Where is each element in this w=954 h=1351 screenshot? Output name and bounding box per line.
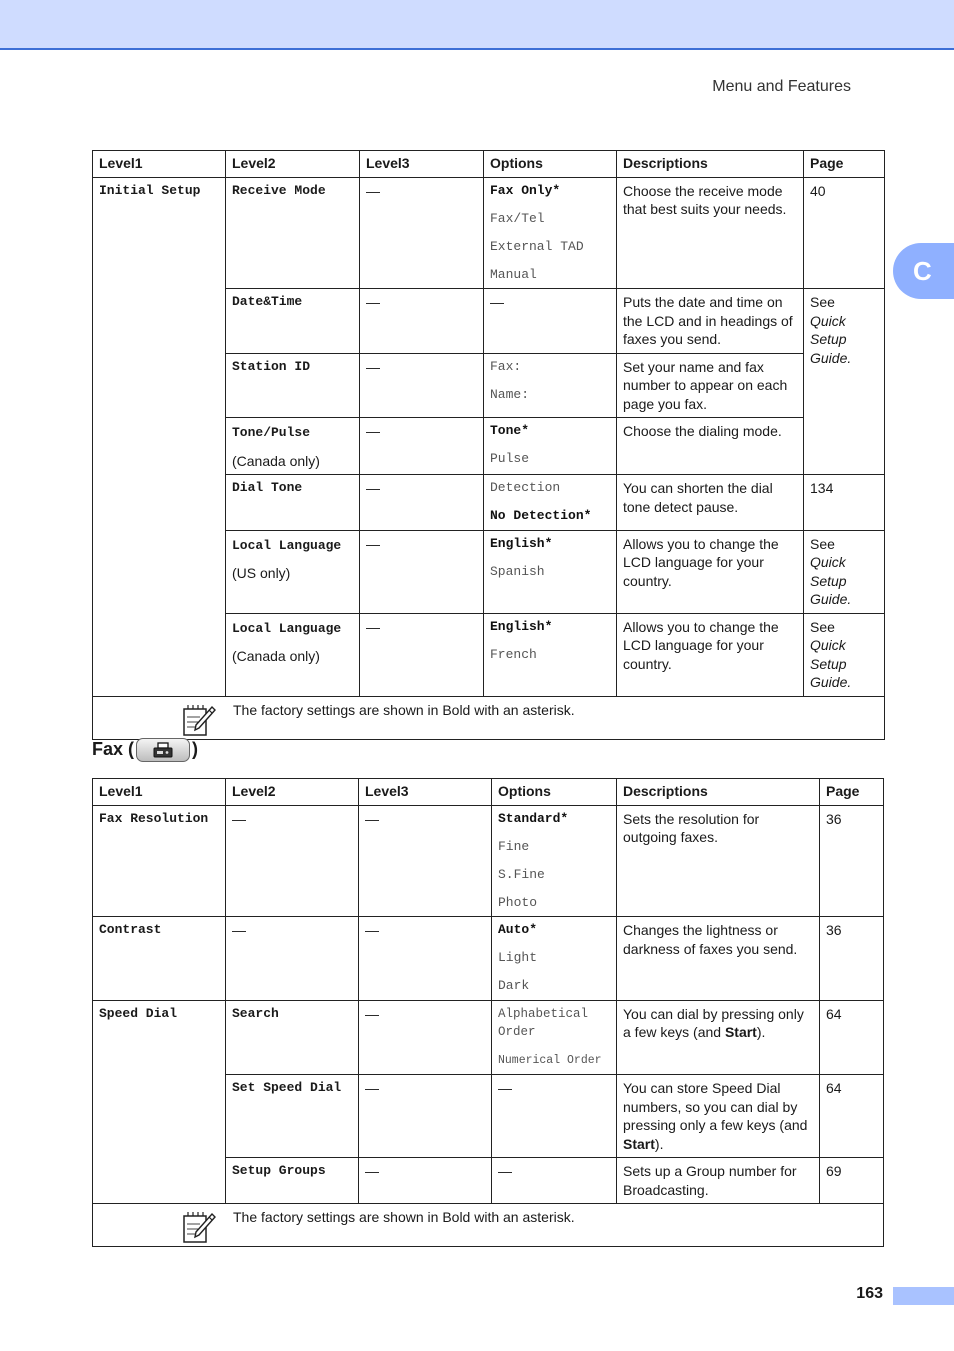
option: French <box>490 646 537 662</box>
note-cell <box>93 1204 884 1247</box>
option-default: Standard* <box>498 810 569 826</box>
description-cell <box>617 1075 820 1158</box>
option: Light <box>498 950 538 965</box>
option-default: Fax Only* <box>490 182 561 198</box>
memo-pencil-icon <box>182 703 216 737</box>
level1-cell: Speed Dial <box>93 1000 226 1204</box>
page-ref-line: See <box>810 535 835 552</box>
description-cell: You can shorten the dial tone detect pause. <box>617 475 804 531</box>
level2-cell: Dial Tone <box>226 475 360 531</box>
description-cell: Allows you to change the LCD language for your country. <box>617 530 804 613</box>
running-header: Menu and Features <box>712 78 851 95</box>
level2-cell: Date&Time <box>226 289 360 354</box>
level1-cell: Contrast <box>93 917 226 1001</box>
description-cell: Allows you to change the LCD language for your country. <box>617 613 804 696</box>
option: Spanish <box>490 563 545 579</box>
option: Dark <box>498 978 530 993</box>
col-header-descriptions: Descriptions <box>617 151 804 178</box>
description-cell: Set your name and fax number to appear on each page you fax. <box>617 353 804 418</box>
options-cell <box>484 530 617 613</box>
fax-key-icon <box>136 738 190 762</box>
level3-cell: — <box>360 530 484 613</box>
page-ref-line: See <box>810 294 835 310</box>
col-header-level1: Level1 <box>93 151 226 178</box>
option-default: Auto* <box>498 922 538 937</box>
table-row <box>93 805 884 917</box>
option: Photo <box>498 894 538 910</box>
section-title-text: Fax ( <box>92 738 135 759</box>
options-cell <box>492 917 617 1001</box>
description-cell: Sets up a Group number for Broadcasting. <box>617 1158 820 1204</box>
description-cell: Choose the receive mode that best suits your needs. <box>617 177 804 289</box>
level2-note: (Canada only) <box>232 648 320 664</box>
memo-pencil-icon <box>182 1210 216 1244</box>
level2-cell: Search <box>226 1000 359 1075</box>
table-header-row <box>93 151 885 178</box>
options-cell <box>484 418 617 475</box>
level2-label: Local Language <box>232 620 342 636</box>
option: Pulse <box>490 451 530 466</box>
page-cell <box>804 530 885 613</box>
fax-machine-icon <box>153 742 173 758</box>
page-ref-line: Setup <box>810 655 847 672</box>
page-cell: 64 <box>820 1000 884 1075</box>
level1-cell: Initial Setup <box>93 177 226 696</box>
col-header-options: Options <box>484 151 617 178</box>
col-header-level3: Level3 <box>359 779 492 806</box>
level3-cell: — <box>359 1000 492 1075</box>
level3-cell: — <box>359 1075 492 1158</box>
description-text-end: ). <box>756 1024 766 1040</box>
option-default: English* <box>490 535 553 551</box>
page-tab-marker <box>893 1287 954 1305</box>
fax-table <box>92 778 884 1247</box>
description-cell: Sets the resolution for outgoing faxes. <box>617 805 820 917</box>
level3-cell: — <box>360 177 484 289</box>
level2-cell: Receive Mode <box>226 177 360 289</box>
options-cell: — <box>492 1158 617 1204</box>
options-cell <box>484 177 617 289</box>
option: External TAD <box>490 238 584 254</box>
page-ref-line: Setup <box>810 331 847 347</box>
level2-label: Local Language <box>232 537 342 553</box>
table-row <box>93 177 885 289</box>
section-title-suffix: ) <box>192 738 199 759</box>
options-cell <box>484 475 617 531</box>
page-cell: 36 <box>820 805 884 917</box>
level2-cell: Setup Groups <box>226 1158 359 1204</box>
page-ref-line: Guide. <box>810 674 852 690</box>
page-cell: 64 <box>820 1075 884 1158</box>
page-number: 163 <box>856 1285 883 1302</box>
option: Manual <box>490 266 537 282</box>
description-text: You can store Speed Dial numbers, so you can dial by pressing only a few keys (and <box>623 1080 808 1133</box>
option: Name: <box>490 386 530 402</box>
level2-cell <box>226 418 360 475</box>
option: Numerical Order <box>498 1053 602 1067</box>
col-header-page: Page <box>804 151 885 178</box>
col-header-options: Options <box>492 779 617 806</box>
level3-cell: — <box>360 613 484 696</box>
page-cell: 134 <box>804 475 885 531</box>
option: Fine <box>498 838 530 854</box>
table-row <box>93 917 884 1001</box>
page-cell: 40 <box>804 177 885 289</box>
level3-cell: — <box>359 805 492 917</box>
col-header-level2: Level2 <box>226 151 360 178</box>
level2-cell: — <box>226 917 359 1001</box>
col-header-page: Page <box>820 779 884 806</box>
level3-cell: — <box>360 289 484 354</box>
page-ref-line: Quick <box>810 637 846 653</box>
options-cell <box>484 613 617 696</box>
options-cell <box>484 353 617 418</box>
level2-note: (Canada only) <box>232 452 320 469</box>
level1-cell: Fax Resolution <box>93 805 226 917</box>
options-cell <box>492 805 617 917</box>
level3-cell: — <box>360 418 484 475</box>
description-cell: Puts the date and time on the LCD and in headings of faxes you send. <box>617 289 804 354</box>
level2-note: (US only) <box>232 565 291 581</box>
chapter-tab: C <box>893 243 954 299</box>
description-cell <box>617 1000 820 1075</box>
top-banner <box>0 0 954 50</box>
start-key-label: Start <box>623 1135 655 1152</box>
section-title-fax <box>92 737 198 761</box>
page-ref-line: Setup <box>810 572 847 589</box>
page-cell: 36 <box>820 917 884 1001</box>
col-header-level3: Level3 <box>360 151 484 178</box>
col-header-descriptions: Descriptions <box>617 779 820 806</box>
level2-cell: Station ID <box>226 353 360 418</box>
level2-label: Tone/Pulse <box>232 425 311 440</box>
table-header-row <box>93 779 884 806</box>
page-ref-line: Quick <box>810 554 846 570</box>
option: Detection <box>490 480 561 495</box>
page-cell: 69 <box>820 1158 884 1204</box>
description-cell: Choose the dialing mode. <box>617 418 804 475</box>
page-ref-line: Quick <box>810 312 846 329</box>
note-text: The factory settings are shown in Bold with an asterisk. <box>233 1209 575 1225</box>
level2-cell: — <box>226 805 359 917</box>
description-cell: Changes the lightness or darkness of faxes you send. <box>617 917 820 1001</box>
level3-cell: — <box>360 353 484 418</box>
start-key-label: Start <box>724 1024 757 1040</box>
col-header-level2: Level2 <box>226 779 359 806</box>
page-ref-line: See <box>810 618 835 635</box>
level3-cell: — <box>359 917 492 1001</box>
option: Fax: <box>490 358 522 374</box>
note-row <box>93 696 885 739</box>
level2-cell <box>226 613 360 696</box>
col-header-level1: Level1 <box>93 779 226 806</box>
level2-cell <box>226 530 360 613</box>
option: S.Fine <box>498 866 545 882</box>
page-ref-line: Guide. <box>810 591 852 607</box>
option-default: No Detection* <box>490 508 592 523</box>
description-text: You can dial by pressing only a few keys (and <box>623 1005 804 1040</box>
page-ref-line: Guide. <box>810 349 852 366</box>
description-text-end: ). <box>654 1135 664 1152</box>
options-cell: — <box>484 289 617 354</box>
option-default: Tone* <box>490 423 530 438</box>
option: Alphabetical Order <box>498 1006 589 1039</box>
options-cell: — <box>492 1075 617 1158</box>
option-default: English* <box>490 618 553 634</box>
level3-cell: — <box>360 475 484 531</box>
table-row <box>93 1000 884 1075</box>
page-cell <box>804 289 885 475</box>
options-cell <box>492 1000 617 1075</box>
note-row <box>93 1204 884 1247</box>
level3-cell: — <box>359 1158 492 1204</box>
note-text: The factory settings are shown in Bold with an asterisk. <box>233 701 575 718</box>
option: Fax/Tel <box>490 210 545 226</box>
initial-setup-table <box>92 150 885 740</box>
level2-cell: Set Speed Dial <box>226 1075 359 1158</box>
page-cell <box>804 613 885 696</box>
note-cell <box>93 696 885 739</box>
